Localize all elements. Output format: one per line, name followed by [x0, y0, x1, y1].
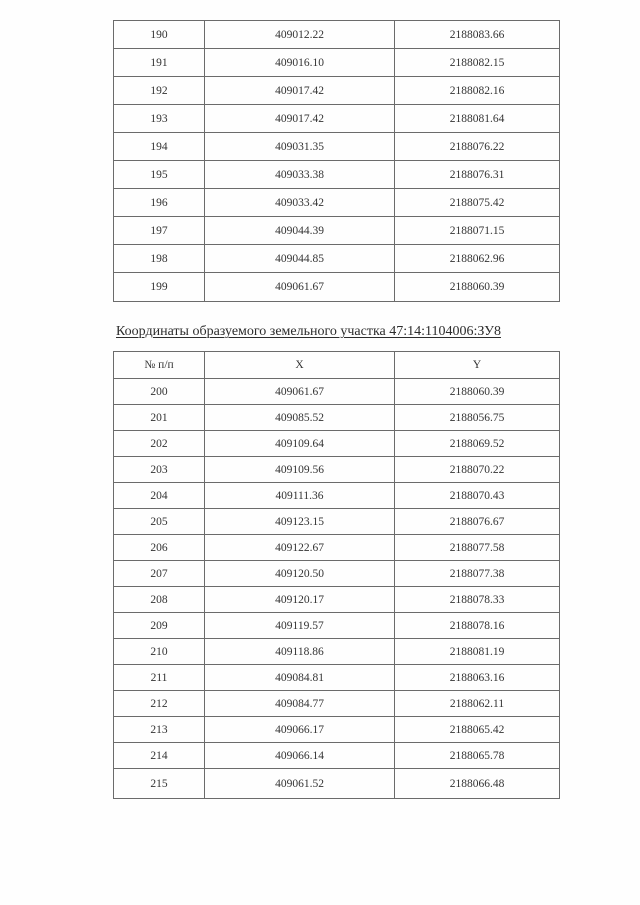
y-coordinate-cell: 2188062.96 — [395, 245, 560, 273]
y-coordinate-cell: 2188081.19 — [395, 639, 560, 665]
y-coordinate-cell: 2188083.66 — [395, 21, 560, 49]
y-coordinate-cell: 2188077.38 — [395, 561, 560, 587]
coordinates-table-continued-body — [114, 21, 560, 302]
x-coordinate-cell: 409016.10 — [205, 49, 395, 77]
table-row — [114, 245, 560, 273]
point-number-cell: 199 — [114, 273, 205, 302]
y-coordinate-cell: 2188082.16 — [395, 77, 560, 105]
x-coordinate-cell: 409120.17 — [205, 587, 395, 613]
point-number-cell: 192 — [114, 77, 205, 105]
point-number-cell: 215 — [114, 769, 205, 799]
y-coordinate-cell: 2188060.39 — [395, 379, 560, 405]
table-row — [114, 379, 560, 405]
x-coordinate-cell: 409084.77 — [205, 691, 395, 717]
x-coordinate-cell: 409017.42 — [205, 105, 395, 133]
section-title: Координаты образуемого земельного участка 47:14:1104006:ЗУ8 — [116, 324, 501, 339]
y-coordinate-cell: 2188070.22 — [395, 457, 560, 483]
point-number-cell: 191 — [114, 49, 205, 77]
table-row — [114, 431, 560, 457]
point-number-cell: 207 — [114, 561, 205, 587]
y-coordinate-cell: 2188076.31 — [395, 161, 560, 189]
y-coordinate-cell: 2188076.22 — [395, 133, 560, 161]
table-row — [114, 133, 560, 161]
table-row — [114, 49, 560, 77]
y-coordinate-cell: 2188065.42 — [395, 717, 560, 743]
point-number-cell: 201 — [114, 405, 205, 431]
table-row — [114, 743, 560, 769]
y-coordinate-cell: 2188081.64 — [395, 105, 560, 133]
point-number-cell: 196 — [114, 189, 205, 217]
y-coordinate-cell: 2188062.11 — [395, 691, 560, 717]
point-number-cell: 209 — [114, 613, 205, 639]
x-coordinate-cell: 409033.38 — [205, 161, 395, 189]
point-number-cell: 204 — [114, 483, 205, 509]
table-row — [114, 189, 560, 217]
y-coordinate-cell: 2188078.16 — [395, 613, 560, 639]
point-number-cell: 193 — [114, 105, 205, 133]
table-row — [114, 161, 560, 189]
table-row — [114, 509, 560, 535]
y-coordinate-cell: 2188066.48 — [395, 769, 560, 799]
x-coordinate-cell: 409031.35 — [205, 133, 395, 161]
table-row — [114, 105, 560, 133]
x-coordinate-cell: 409085.52 — [205, 405, 395, 431]
table-row — [114, 483, 560, 509]
table-header-row — [114, 352, 560, 379]
point-number-cell: 208 — [114, 587, 205, 613]
y-coordinate-cell: 2188069.52 — [395, 431, 560, 457]
y-coordinate-cell: 2188060.39 — [395, 273, 560, 302]
y-coordinate-cell: 2188070.43 — [395, 483, 560, 509]
point-number-cell: 198 — [114, 245, 205, 273]
table-row — [114, 587, 560, 613]
table-row — [114, 405, 560, 431]
point-number-cell: 197 — [114, 217, 205, 245]
x-coordinate-cell: 409111.36 — [205, 483, 395, 509]
table-row — [114, 561, 560, 587]
x-coordinate-cell: 409061.52 — [205, 769, 395, 799]
point-number-cell: 205 — [114, 509, 205, 535]
x-coordinate-cell: 409119.57 — [205, 613, 395, 639]
point-number-cell: 190 — [114, 21, 205, 49]
y-coordinate-cell: 2188071.15 — [395, 217, 560, 245]
x-coordinate-cell: 409044.39 — [205, 217, 395, 245]
x-coordinate-cell: 409017.42 — [205, 77, 395, 105]
y-coordinate-cell: 2188077.58 — [395, 535, 560, 561]
y-coordinate-cell: 2188056.75 — [395, 405, 560, 431]
x-coordinate-cell: 409061.67 — [205, 379, 395, 405]
table-row — [114, 457, 560, 483]
coordinates-table-zu8-body — [114, 379, 560, 799]
point-number-cell: 213 — [114, 717, 205, 743]
y-coordinate-cell: 2188065.78 — [395, 743, 560, 769]
table-row — [114, 769, 560, 799]
point-number-cell: 195 — [114, 161, 205, 189]
point-number-cell: 194 — [114, 133, 205, 161]
x-coordinate-cell: 409044.85 — [205, 245, 395, 273]
table-row — [114, 691, 560, 717]
y-coordinate-cell: 2188082.15 — [395, 49, 560, 77]
x-coordinate-cell: 409123.15 — [205, 509, 395, 535]
x-coordinate-cell: 409066.17 — [205, 717, 395, 743]
table-header — [114, 352, 560, 379]
table-row — [114, 717, 560, 743]
point-number-cell: 211 — [114, 665, 205, 691]
table-row — [114, 273, 560, 302]
x-coordinate-cell: 409120.50 — [205, 561, 395, 587]
table-row — [114, 613, 560, 639]
x-coordinate-cell: 409109.56 — [205, 457, 395, 483]
x-coordinate-cell: 409084.81 — [205, 665, 395, 691]
y-coordinate-cell: 2188078.33 — [395, 587, 560, 613]
y-coordinate-cell: 2188076.67 — [395, 509, 560, 535]
point-number-cell: 214 — [114, 743, 205, 769]
point-number-cell: 200 — [114, 379, 205, 405]
header-point-number: № п/п — [114, 352, 205, 379]
x-coordinate-cell: 409118.86 — [205, 639, 395, 665]
table-row — [114, 639, 560, 665]
point-number-cell: 206 — [114, 535, 205, 561]
table-row — [114, 535, 560, 561]
y-coordinate-cell: 2188075.42 — [395, 189, 560, 217]
table-row — [114, 665, 560, 691]
table-row — [114, 21, 560, 49]
x-coordinate-cell: 409033.42 — [205, 189, 395, 217]
point-number-cell: 202 — [114, 431, 205, 457]
x-coordinate-cell: 409066.14 — [205, 743, 395, 769]
table-row — [114, 77, 560, 105]
coordinates-table-zu8 — [113, 351, 560, 799]
header-y: Y — [395, 352, 560, 379]
coordinates-table-continued — [113, 20, 560, 302]
x-coordinate-cell: 409122.67 — [205, 535, 395, 561]
point-number-cell: 210 — [114, 639, 205, 665]
y-coordinate-cell: 2188063.16 — [395, 665, 560, 691]
header-x: X — [205, 352, 395, 379]
x-coordinate-cell: 409061.67 — [205, 273, 395, 302]
x-coordinate-cell: 409109.64 — [205, 431, 395, 457]
point-number-cell: 203 — [114, 457, 205, 483]
table-row — [114, 217, 560, 245]
point-number-cell: 212 — [114, 691, 205, 717]
x-coordinate-cell: 409012.22 — [205, 21, 395, 49]
